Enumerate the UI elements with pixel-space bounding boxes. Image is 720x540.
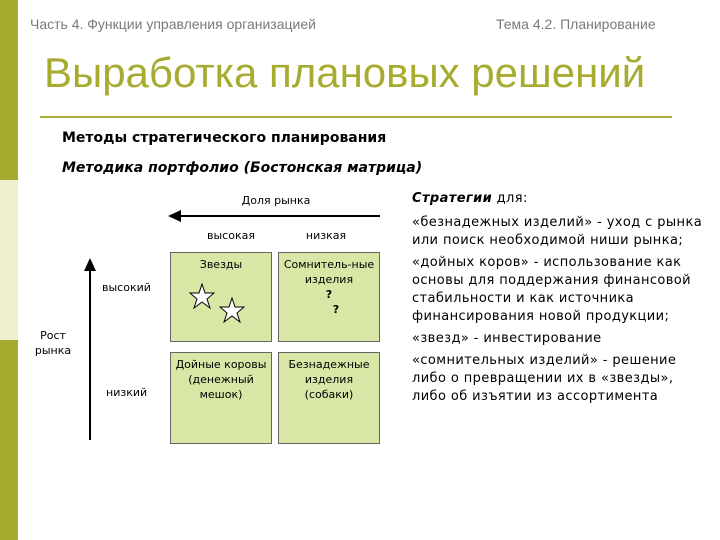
- market-share-arrowhead: [168, 210, 181, 222]
- y-axis-label: Рост рынка: [34, 329, 72, 357]
- quadrant-question-marks: [278, 252, 380, 342]
- x-axis-label: Доля рынка: [241, 194, 311, 207]
- strategies-heading: [412, 190, 712, 208]
- strategies-heading-bold: Стратегии: [412, 191, 493, 206]
- quadrant-dogs-label: Безнадежные изделия (собаки): [288, 358, 370, 401]
- row-label-low: низкий: [106, 386, 148, 399]
- quadrant-question-marks-label: Сомнитель-ные изделия: [283, 258, 375, 286]
- quadrant-cash-cows-label: Дойные коровы (денежный мешок): [175, 358, 267, 401]
- row-label-high: высокий: [102, 281, 151, 294]
- quadrant-stars: [170, 252, 272, 342]
- strategies-heading-rest: для:: [492, 191, 528, 206]
- question-mark-icon: ?: [332, 303, 340, 316]
- column-label-low: низкая: [305, 229, 347, 242]
- quadrant-cash-cows: [170, 352, 272, 444]
- section-heading: Методы стратегического планирования: [62, 130, 387, 146]
- strategy-item-question-marks: «сомнительных изделий» - решение либо о превращении их в «звезды», либо об изъятии из ассортимента: [412, 353, 677, 404]
- strategy-item-cash-cows: «дойных коров» - использование как основы для поддержания финансовой стабильности и как источника финансирования новой продукции;: [412, 255, 692, 324]
- quadrant-dogs: [278, 352, 380, 444]
- method-heading: Методика портфолио (Бостонская матрица): [62, 160, 423, 176]
- quadrant-stars-label: Звезды: [199, 258, 243, 271]
- star-icon: [189, 283, 215, 309]
- strategy-item-stars: «звезд» - инвестирование: [412, 331, 602, 346]
- strategy-item-dogs: «безнадежных изделий» - уход с рынка или поиск необходимой ниши рынка;: [412, 215, 703, 248]
- strategies-list: [412, 190, 712, 410]
- market-growth-arrowhead: [84, 258, 96, 271]
- slide-title: Выработка плановых решений: [44, 49, 646, 96]
- question-mark-icon: ?: [325, 288, 333, 301]
- header-topic: Тема 4.2. Планирование: [496, 16, 656, 32]
- star-icon: [219, 297, 245, 323]
- header-part: Часть 4. Функции управления организацией: [30, 16, 316, 32]
- column-label-high: высокая: [207, 229, 255, 242]
